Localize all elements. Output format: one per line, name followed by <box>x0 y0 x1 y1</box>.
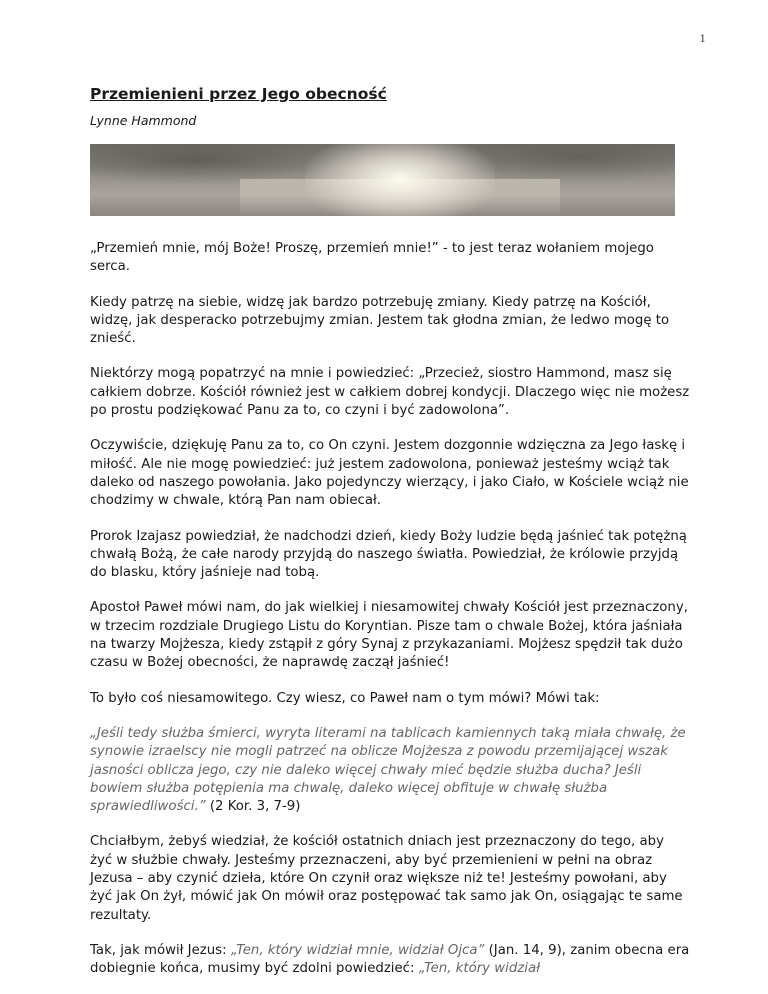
paragraph-4: Oczywiście, dziękuję Panu za to, co On czyni. Jestem dozgonnie wdzięczna za Jego łaskę i miłość. Ale nie mogę powiedzieć: już jestem zadowolona, ponieważ jesteśmy wciąż tak daleko od naszego powołania. Jako pojedynczy wierzący, i jako Ciało, w Kościele wciąż nie chodzimy w chwale, którą Pan nam obiecał. <box>90 438 689 509</box>
scripture-reference: (2 Kor. 3, 7-9) <box>205 799 301 815</box>
paragraph-2: Kiedy patrzę na siebie, widzę jak bardzo potrzebuję zmiany. Kiedy patrzę na Kościół, widzę, jak desperacko potrzebujmy zmian. Jestem tak głodna zmian, że ledwo mogę to znieść. <box>90 294 670 347</box>
sun-rays <box>240 179 560 216</box>
paragraph-9: Chciałbym, żebyś wiedział, że kościół ostatnich dniach jest przeznaczony do tego, aby żyć w służbie chwały. Jesteśmy przeznaczeni, aby być przemienieni w pełni na obraz Jezusa – aby czynić dzieła, które On czynił oraz większe niż te! Jesteśmy powołani, aby żyć jak On żył, mówić jak On mówił oraz postępować tak samo jak On, osiągając te same rezultaty. <box>90 834 683 923</box>
paragraph-10 <box>90 942 690 979</box>
jesus-quote: „Ten, który widział mnie, widział Ojca” <box>230 942 485 958</box>
paragraph-3: Niektórzy mogą popatrzyć na mnie i powiedzieć: „Przecież, siostro Hammond, masz się całkiem dobrze. Kościół również jest w całkiem dobrej kondycji. Dlaczego więc nie możesz po prostu podziękować Panu za to, co czyni i być zadowolona”. <box>90 366 690 419</box>
page-number: 1 <box>699 34 706 45</box>
author-name: Lynne Hammond <box>90 113 197 128</box>
paragraph-5: Prorok Izajasz powiedział, że nadchodzi dzień, kiedy Boży ludzie będą jaśnieć tak potężną chwałą Bożą, że całe narody przyjdą do naszego światła. Powiedział, że królowie przyjdą do blasku, który jaśnieje nad tobą. <box>90 528 687 581</box>
sky-banner-image <box>90 144 675 216</box>
scripture-quote-paragraph <box>90 725 690 816</box>
document-body <box>90 84 690 979</box>
paragraph-1: „Przemień mnie, mój Boże! Proszę, przemień mnie!” - to jest teraz wołaniem mojego serca. <box>90 241 654 275</box>
paragraph-10-text-b: (Jan. 14, 9), zanim obecna era dobiegnie końca, musimy być zdolni powiedzieć: <box>90 942 690 977</box>
closing-quote: „Ten, który widział <box>418 961 540 977</box>
paragraph-10-text-a: Tak, jak mówił Jezus: <box>90 942 231 958</box>
page-title: Przemienieni przez Jego obecność <box>90 85 387 103</box>
paragraph-7: To było coś niesamowitego. Czy wiesz, co Paweł nam o tym mówi? Mówi tak: <box>90 690 600 706</box>
scripture-quote: „Jeśli tedy służba śmierci, wyryta literami na tablicach kamiennych taką miała chwałę, że synowie izraelscy nie mogli patrzeć na oblicze Mojżesza z powodu przemijającej wszak jasności oblicza jego, czy nie daleko więcej chwały mieć będzie służba ducha? Jeśli bowiem służba potępienia ma chwalę, daleko więcej obfituje w chwałę służba sprawiedliwości.” <box>90 725 686 815</box>
paragraph-6: Apostoł Paweł mówi nam, do jak wielkiej i niesamowitej chwały Kościół jest przeznaczony, w trzecim rozdziale Drugiego Listu do Koryntian. Pisze tam o chwale Bożej, która jaśniała na twarzy Mojżesza, kiedy zstąpił z góry Synaj z przykazaniami. Mojżesz spędził tak dużo czasu w Bożej obecności, że naprawdę zaczął jaśnieć! <box>90 600 688 671</box>
